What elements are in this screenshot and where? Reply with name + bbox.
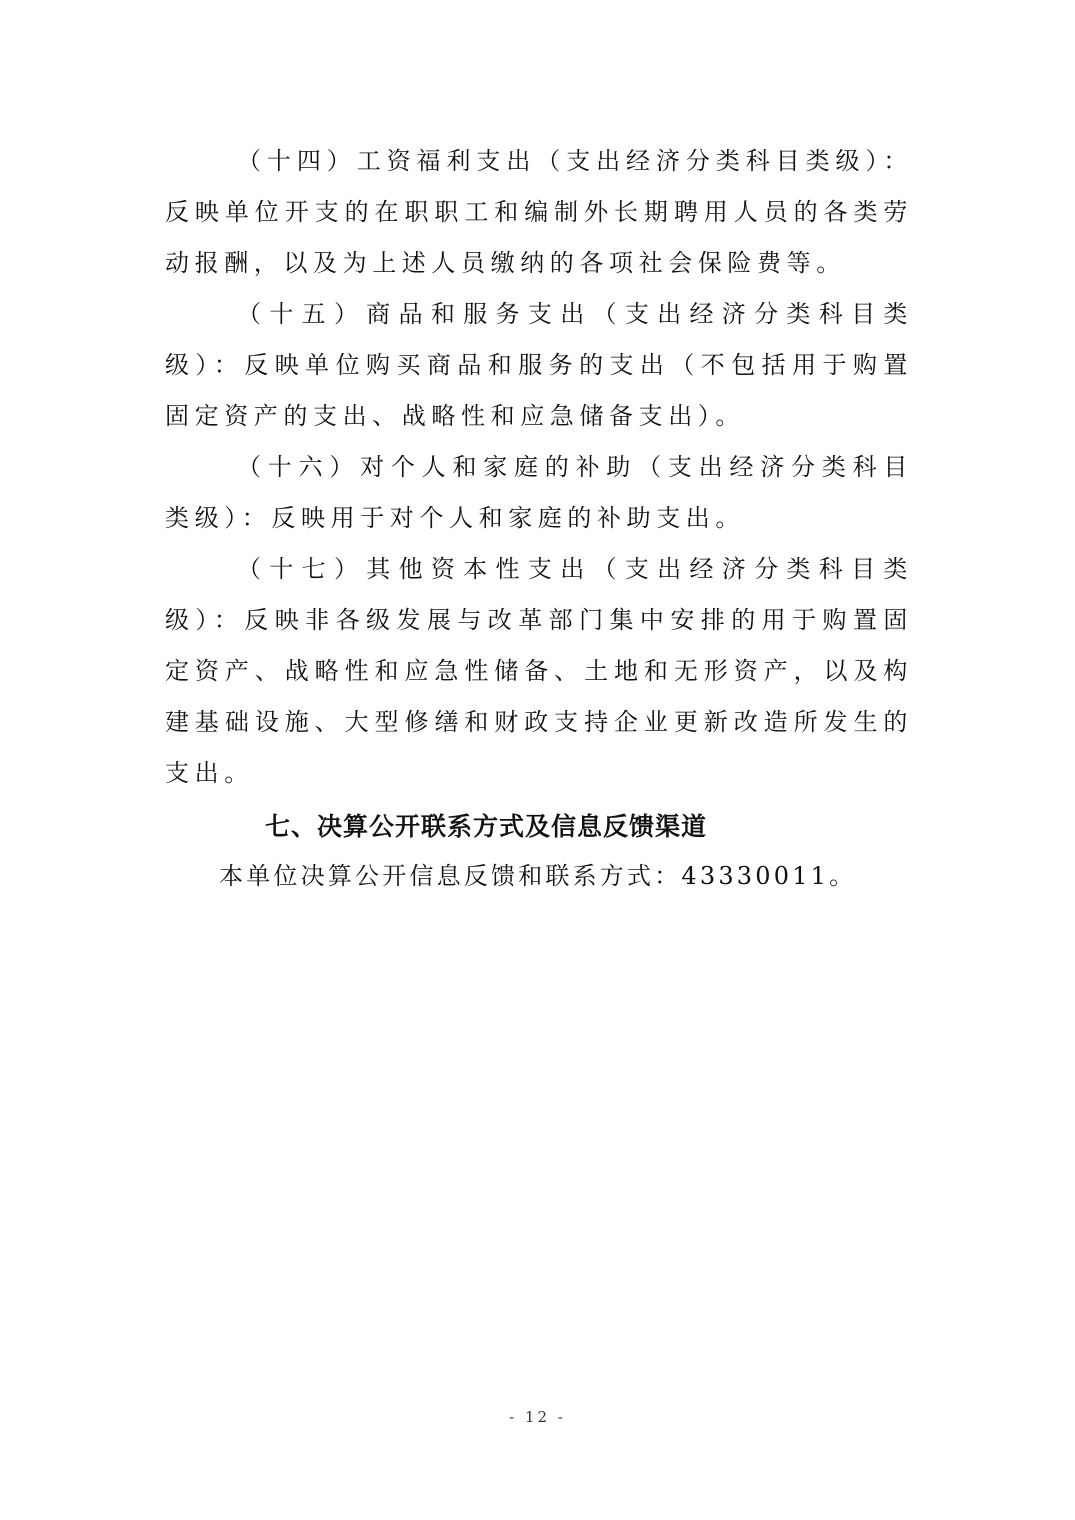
paragraph-household-subsidy: （十六）对个人和家庭的补助（支出经济分类科目类级）：反映用于对个人和家庭的补助支出。 [165, 453, 913, 532]
paragraph-other-capital: （十七）其他资本性支出（支出经济分类科目类级）：反映非各级发展与改革部门集中安排的用于购置固定资产、战略性和应急性储备、土地和无形资产，以及构建基础设施、大型修缮和财政支持企业更新改造所发生的支出。 [165, 555, 913, 787]
contact-line: 本单位决算公开信息反馈和联系方式：43330011。 [219, 862, 857, 890]
section-heading: 七、决算公开联系方式及信息反馈渠道 [265, 812, 708, 841]
paragraph-goods-services: （十五）商品和服务支出（支出经济分类科目类级）：反映单位购买商品和服务的支出（不包括用于购置固定资产的支出、战略性和应急储备支出）。 [165, 300, 913, 430]
page-number: - 12 - [509, 1408, 566, 1426]
page-content [165, 136, 913, 897]
paragraph-wage-welfare: （十四）工资福利支出（支出经济分类科目类级）：反映单位开支的在职职工和编制外长期聘用人员的各类劳动报酬，以及为上述人员缴纳的各项社会保险费等。 [165, 147, 913, 277]
